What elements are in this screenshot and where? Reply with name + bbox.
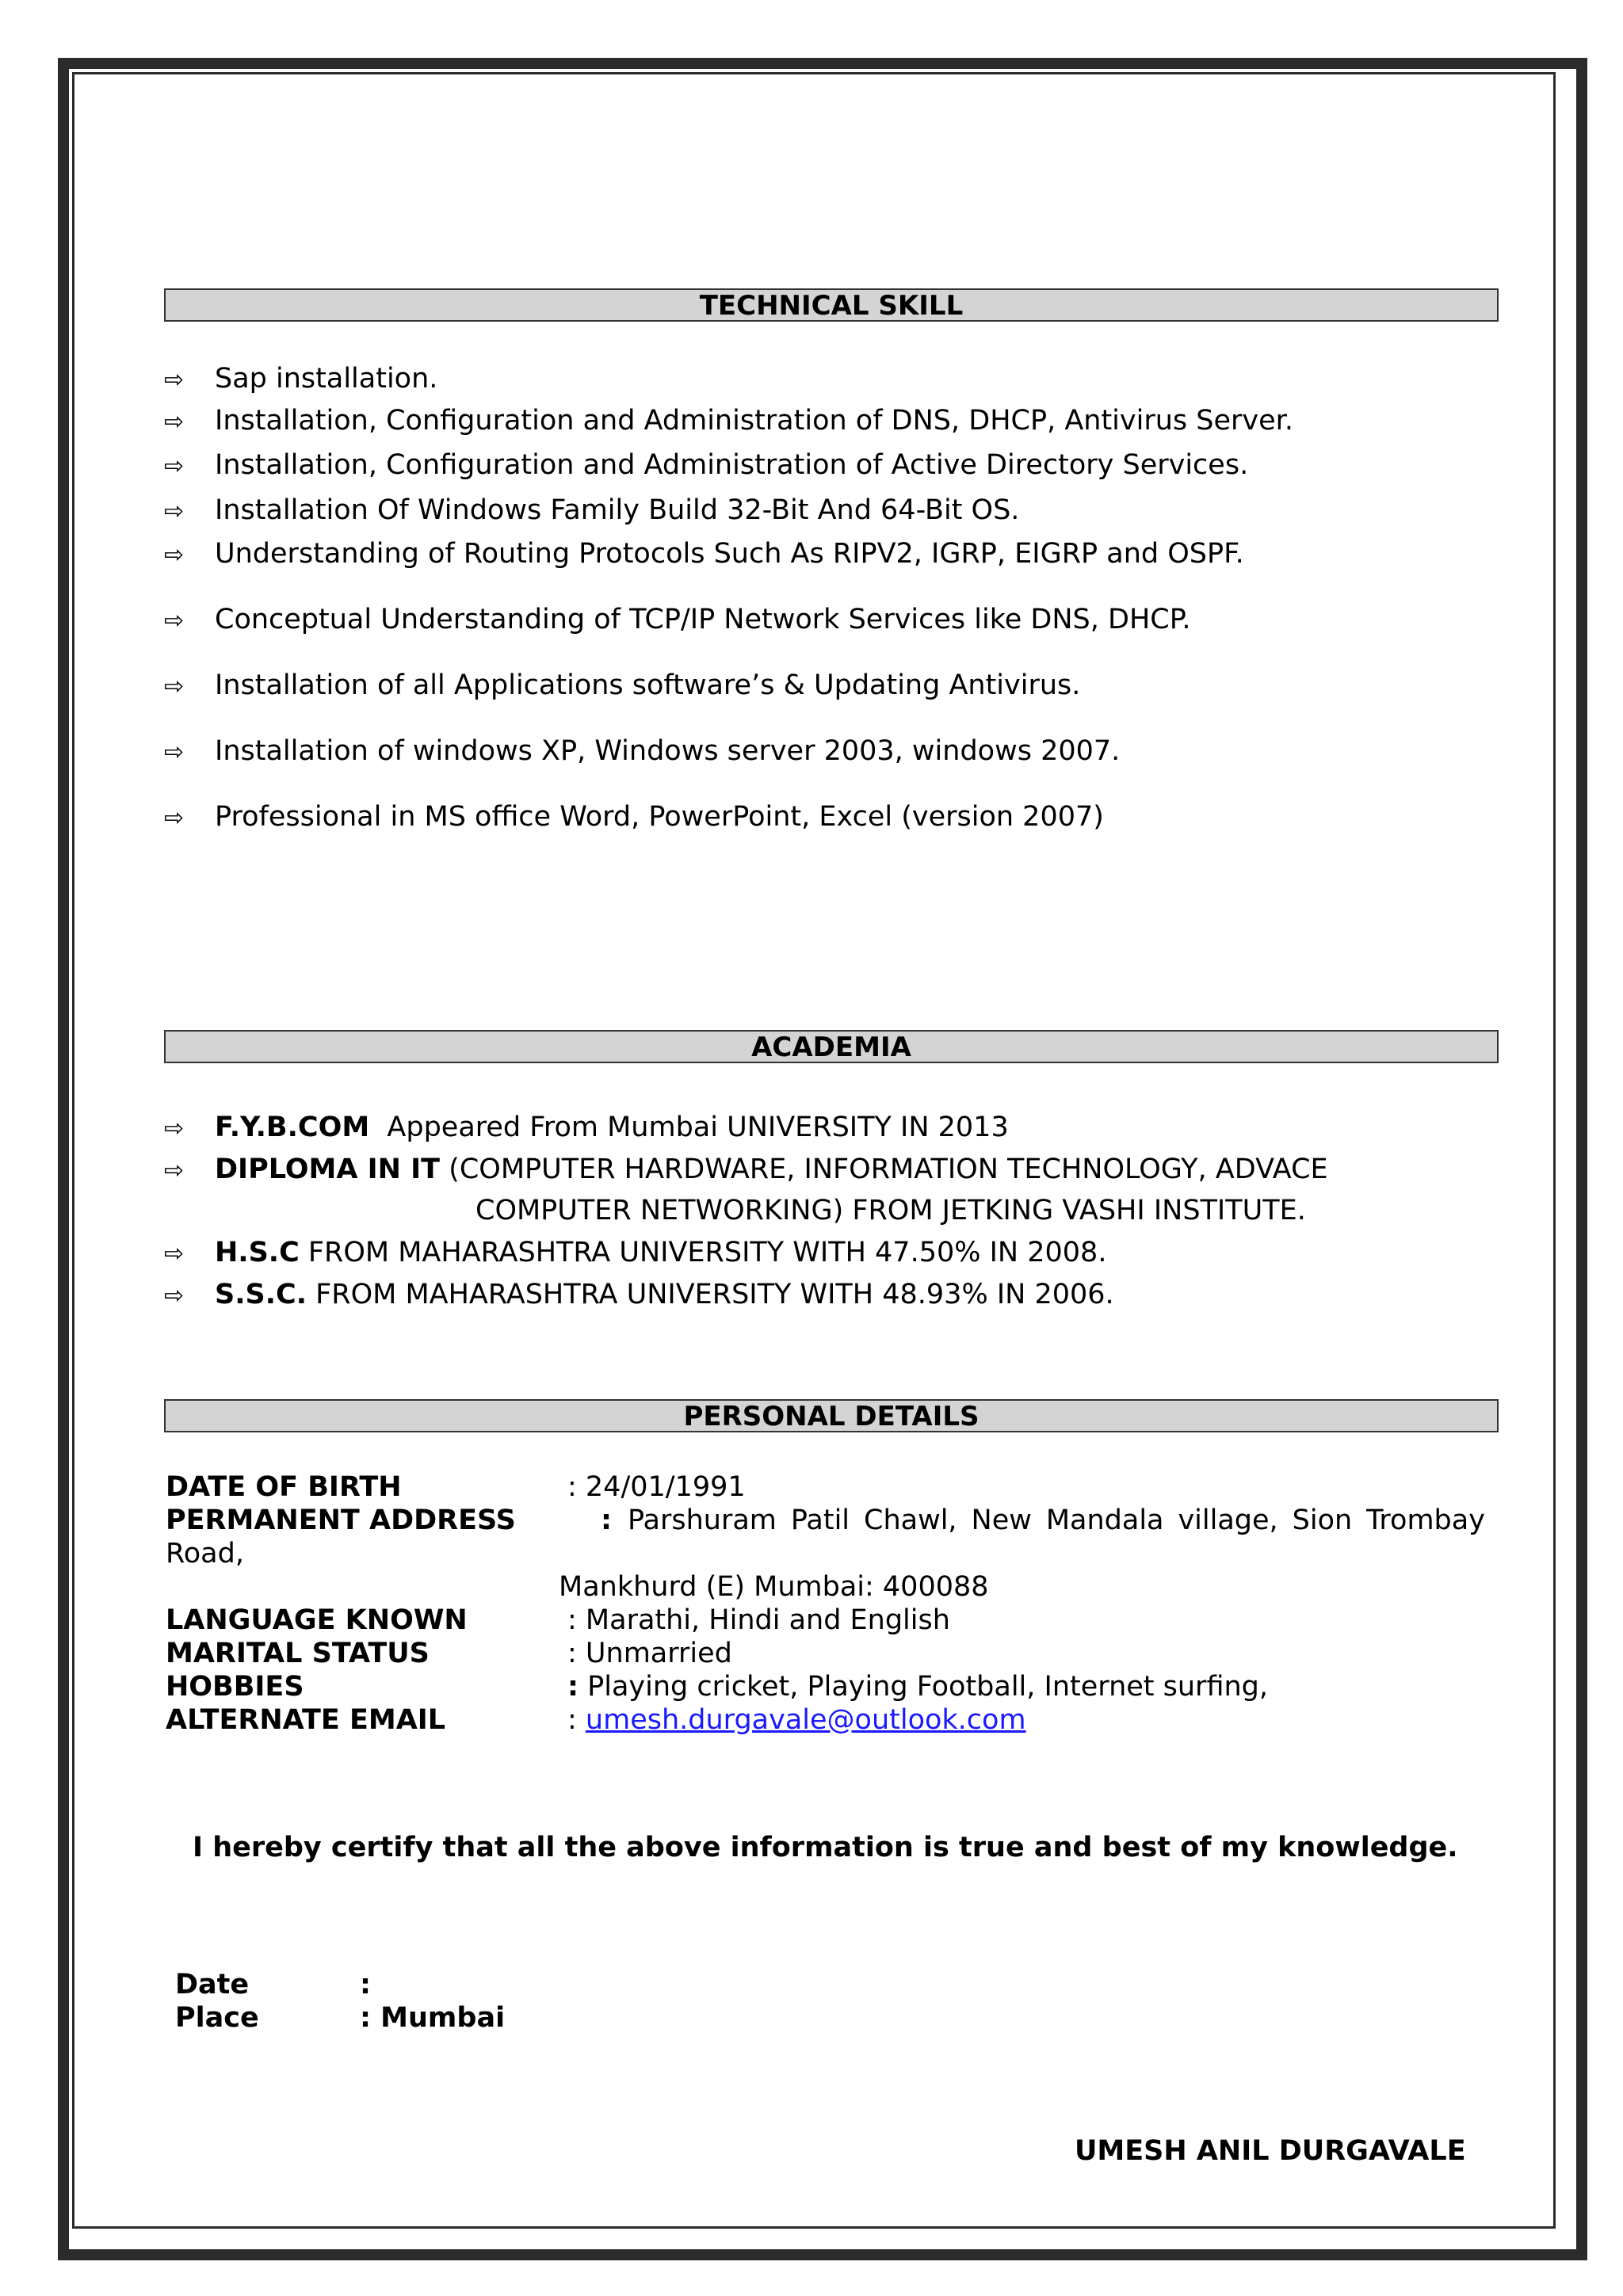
language-label: LANGUAGE KNOWN bbox=[166, 1604, 468, 1636]
list-item: ⇨ H.S.C FROM MAHARASHTRA UNIVERSITY WITH 47.50% IN 2008. bbox=[164, 1235, 1106, 1272]
list-item: ⇨ Installation of windows XP, Windows server 2003, windows 2007. bbox=[164, 734, 1120, 770]
email-value: : umesh.durgavale@outlook.com bbox=[567, 1704, 1026, 1736]
list-item: ⇨ Installation of all Applications software’s & Updating Antivirus. bbox=[164, 668, 1080, 704]
declaration: I hereby certify that all the above information is true and best of my knowledge. bbox=[193, 1832, 1458, 1863]
arrow-right-icon: ⇨ bbox=[164, 1282, 185, 1310]
signature-name: UMESH ANIL DURGAVALE bbox=[1075, 2135, 1466, 2167]
list-item: ⇨ Professional in MS office Word, PowerPoint, Excel (version 2007) bbox=[164, 799, 1104, 836]
arrow-right-icon: ⇨ bbox=[164, 498, 185, 525]
arrow-right-icon: ⇨ bbox=[164, 366, 185, 394]
place-value: : Mumbai bbox=[360, 2002, 506, 2034]
date-label: Date bbox=[175, 1969, 250, 2000]
language-value: : Marathi, Hindi and English bbox=[567, 1604, 950, 1636]
hobbies-label: HOBBIES bbox=[166, 1671, 304, 1703]
arrow-right-icon: ⇨ bbox=[164, 1240, 185, 1268]
list-item: ⇨ Installation Of Windows Family Build 32-Bit And 64-Bit OS. bbox=[164, 493, 1019, 529]
arrow-right-icon: ⇨ bbox=[164, 541, 185, 569]
list-item: ⇨ DIPLOMA IN IT (COMPUTER HARDWARE, INFORMATION TECHNOLOGY, ADVACE bbox=[164, 1152, 1328, 1188]
address-colon: : bbox=[601, 1505, 612, 1536]
address-line-1: Parshuram Patil Chawl, New Mandala village, Sion Trombay bbox=[628, 1505, 1485, 1536]
arrow-right-icon: ⇨ bbox=[164, 673, 185, 700]
list-item: ⇨ Understanding of Routing Protocols Such As RIPV2, IGRP, EIGRP and OSPF. bbox=[164, 536, 1244, 573]
date-value: : bbox=[360, 1969, 371, 2000]
address-label: PERMANENT ADDRESS bbox=[166, 1505, 516, 1536]
list-item: ⇨ Installation, Configuration and Administration of Active Directory Services. bbox=[164, 448, 1248, 484]
list-item: ⇨ Conceptual Understanding of TCP/IP Network Services like DNS, DHCP. bbox=[164, 602, 1191, 639]
hobbies-value: : Playing cricket, Playing Football, Internet surfing, bbox=[567, 1671, 1269, 1703]
list-item: ⇨ F.Y.B.COM Appeared From Mumbai UNIVERSITY IN 2013 bbox=[164, 1110, 1009, 1146]
address-wrap: Road, bbox=[166, 1538, 244, 1569]
arrow-right-icon: ⇨ bbox=[164, 607, 185, 635]
list-item: ⇨ Sap installation. bbox=[164, 361, 437, 398]
personal-details-heading: PERSONAL DETAILS bbox=[164, 1399, 1499, 1432]
arrow-right-icon: ⇨ bbox=[164, 1157, 185, 1184]
email-link[interactable]: umesh.durgavale@outlook.com bbox=[585, 1704, 1026, 1736]
marital-value: : Unmarried bbox=[567, 1638, 732, 1669]
arrow-right-icon: ⇨ bbox=[164, 452, 185, 480]
email-label: ALTERNATE EMAIL bbox=[166, 1704, 446, 1736]
diploma-continuation: COMPUTER NETWORKING) FROM JETKING VASHI INSTITUTE. bbox=[475, 1195, 1306, 1226]
place-label: Place bbox=[175, 2002, 259, 2034]
arrow-right-icon: ⇨ bbox=[164, 804, 185, 832]
academia-heading: ACADEMIA bbox=[164, 1030, 1499, 1063]
dob-label: DATE OF BIRTH bbox=[166, 1471, 402, 1503]
marital-label: MARITAL STATUS bbox=[166, 1638, 430, 1669]
arrow-right-icon: ⇨ bbox=[164, 408, 185, 436]
arrow-right-icon: ⇨ bbox=[164, 738, 185, 766]
address-line-2: Mankhurd (E) Mumbai: 400088 bbox=[559, 1571, 989, 1603]
list-item: ⇨ Installation, Configuration and Administration of DNS, DHCP, Antivirus Server. bbox=[164, 403, 1293, 440]
list-item: ⇨ S.S.C. FROM MAHARASHTRA UNIVERSITY WITH 48.93% IN 2006. bbox=[164, 1277, 1114, 1314]
dob-value: : 24/01/1991 bbox=[567, 1471, 746, 1503]
technical-skill-heading: TECHNICAL SKILL bbox=[164, 288, 1499, 322]
arrow-right-icon: ⇨ bbox=[164, 1115, 185, 1142]
